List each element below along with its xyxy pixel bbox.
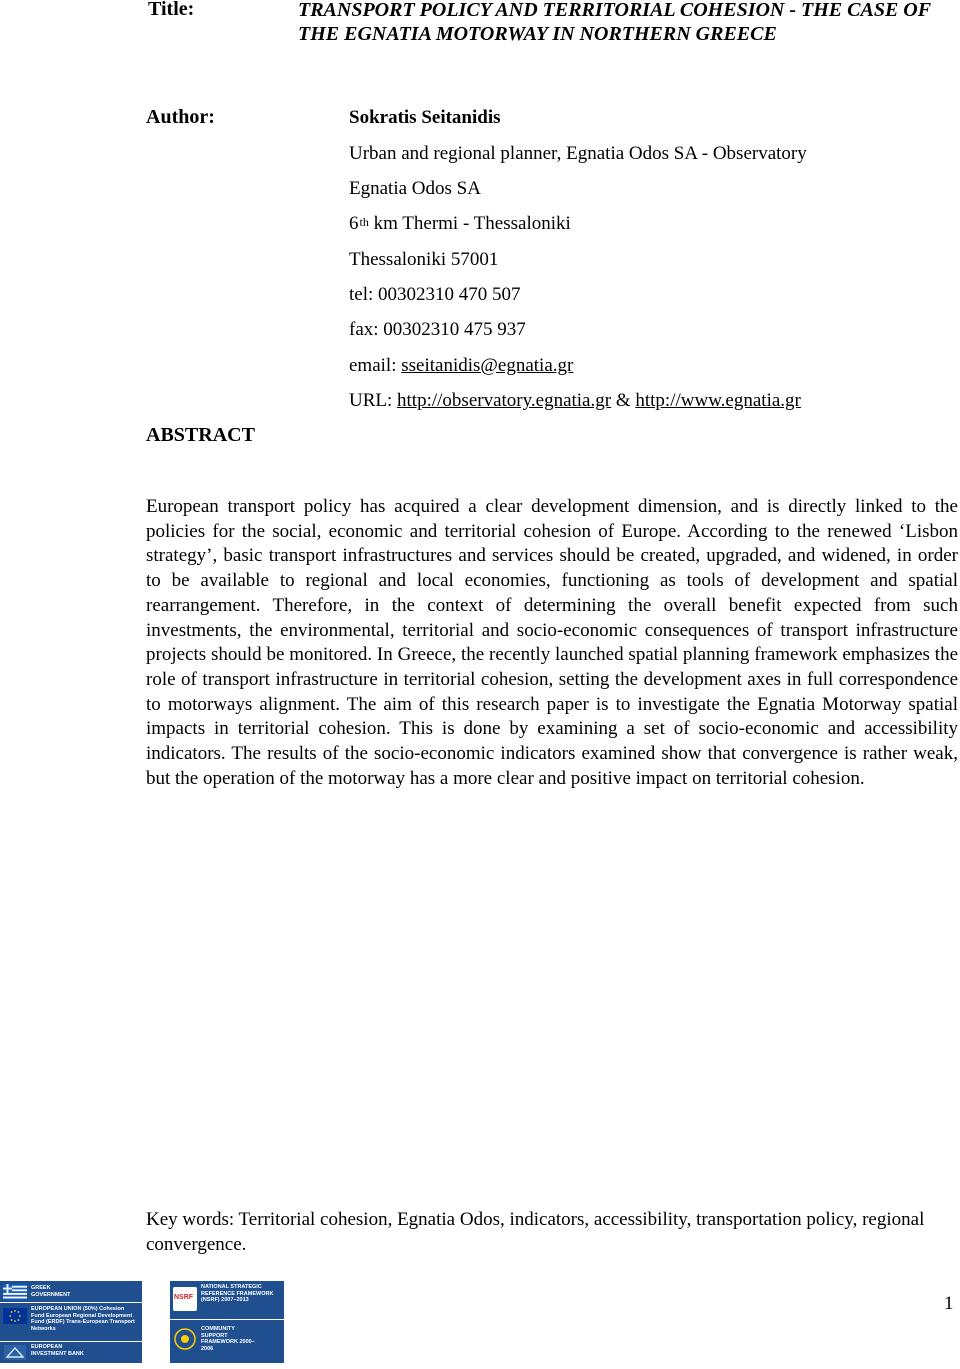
url-separator: & <box>611 390 636 411</box>
author-label: Author: <box>146 106 215 128</box>
author-tel: tel: 00302310 470 507 <box>349 284 521 305</box>
csf-text: COMMUNITY SUPPORT FRAMEWORK 2000–2006 <box>201 1326 255 1352</box>
email-link[interactable]: sseitanidis@egnatia.gr <box>401 355 574 376</box>
eib-emblem-icon <box>4 1345 26 1360</box>
author-fax: fax: 00302310 475 937 <box>349 319 526 340</box>
egnatia-url-link[interactable]: http://www.egnatia.gr <box>635 390 801 411</box>
nsrf-logo <box>170 1281 284 1319</box>
email-label: email: <box>349 355 402 376</box>
eu-flag-icon <box>3 1308 27 1324</box>
author-city: Thessaloniki 57001 <box>349 249 499 270</box>
url-label: URL: <box>349 390 398 411</box>
greek-government-logo <box>0 1281 142 1302</box>
eu-funding-logo <box>0 1303 142 1341</box>
csf-logo <box>170 1320 284 1363</box>
nsrf-text: NATIONAL STRATEGIC REFERENCE FRAMEWORK (NSRF) 2007–2013 <box>201 1284 274 1303</box>
nsrf-badge-text: NSRF <box>174 1294 194 1301</box>
title-label: Title: <box>148 0 195 20</box>
nsrf-emblem <box>173 1287 197 1311</box>
abstract-body: European transport policy has acquired a clear development dimension, and is directly linked to the policies for the social, economic and territorial cohesion of Europe. According to the renewed ‘Lisbon strategy’, basic transport infrastructures and services should be created, upgraded, and widened, in order to be available to regional and local economies, functioning as tools of development and spatial rearrangement. Therefore, in the context of determining the overall benefit expected from such investments, the environmental, territorial and socio-economic consequences of transport infrastructure projects should be monitored. In Greece, the recently launched spatial planning framework emphasizes the role of transport infrastructure in territorial cohesion, setting the development axes in full correspondence to motorways alignment. The aim of this research paper is to investigate the Egnatia Motorway spatial impacts in territorial cohesion. This is done by examining a set of socio-economic and accessibility indicators. The results of the socio-economic indicators examined show that convergence is rather weak, but the operation of the motorway has a more clear and positive impact on territorial cohesion. <box>146 496 958 789</box>
author-position: Urban and regional planner, Egnatia Odos SA - Observatory <box>349 143 807 164</box>
page-number: 1 <box>944 1293 954 1314</box>
author-email-line <box>349 354 573 378</box>
eu-funding-text: EUROPEAN UNION (50%) Cohesion Fund European Regional Development Fund (ERDF) Trans-European Transport Networks <box>31 1306 135 1332</box>
author-url-line <box>349 389 801 413</box>
address-suffix: th <box>359 215 369 229</box>
author-name: Sokratis Seitanidis <box>349 107 501 128</box>
greek-government-text: GREEK GOVERNMENT <box>31 1285 71 1298</box>
paper-title: TRANSPORT POLICY AND TERRITORIAL COHESION - THE CASE OF THE EGNATIA MOTORWAY IN NORTHERN GREECE <box>298 0 931 45</box>
csf-emblem-icon <box>174 1328 196 1350</box>
author-address <box>349 212 571 236</box>
funding-logos <box>0 1281 284 1363</box>
keywords: Key words: Territorial cohesion, Egnatia Odos, indicators, accessibility, transportation policy, regional convergence. <box>146 1209 925 1255</box>
abstract-heading: ABSTRACT <box>146 424 255 446</box>
eib-text: EUROPEAN INVESTMENT BANK <box>31 1344 84 1357</box>
address-number: 6 <box>349 213 359 234</box>
observatory-url-link[interactable]: http://observatory.egnatia.gr <box>397 390 612 411</box>
author-organization: Egnatia Odos SA <box>349 178 481 199</box>
greek-flag-icon <box>3 1284 27 1300</box>
address-rest: km Thermi - Thessaloniki <box>368 213 571 234</box>
eib-logo <box>0 1342 142 1363</box>
